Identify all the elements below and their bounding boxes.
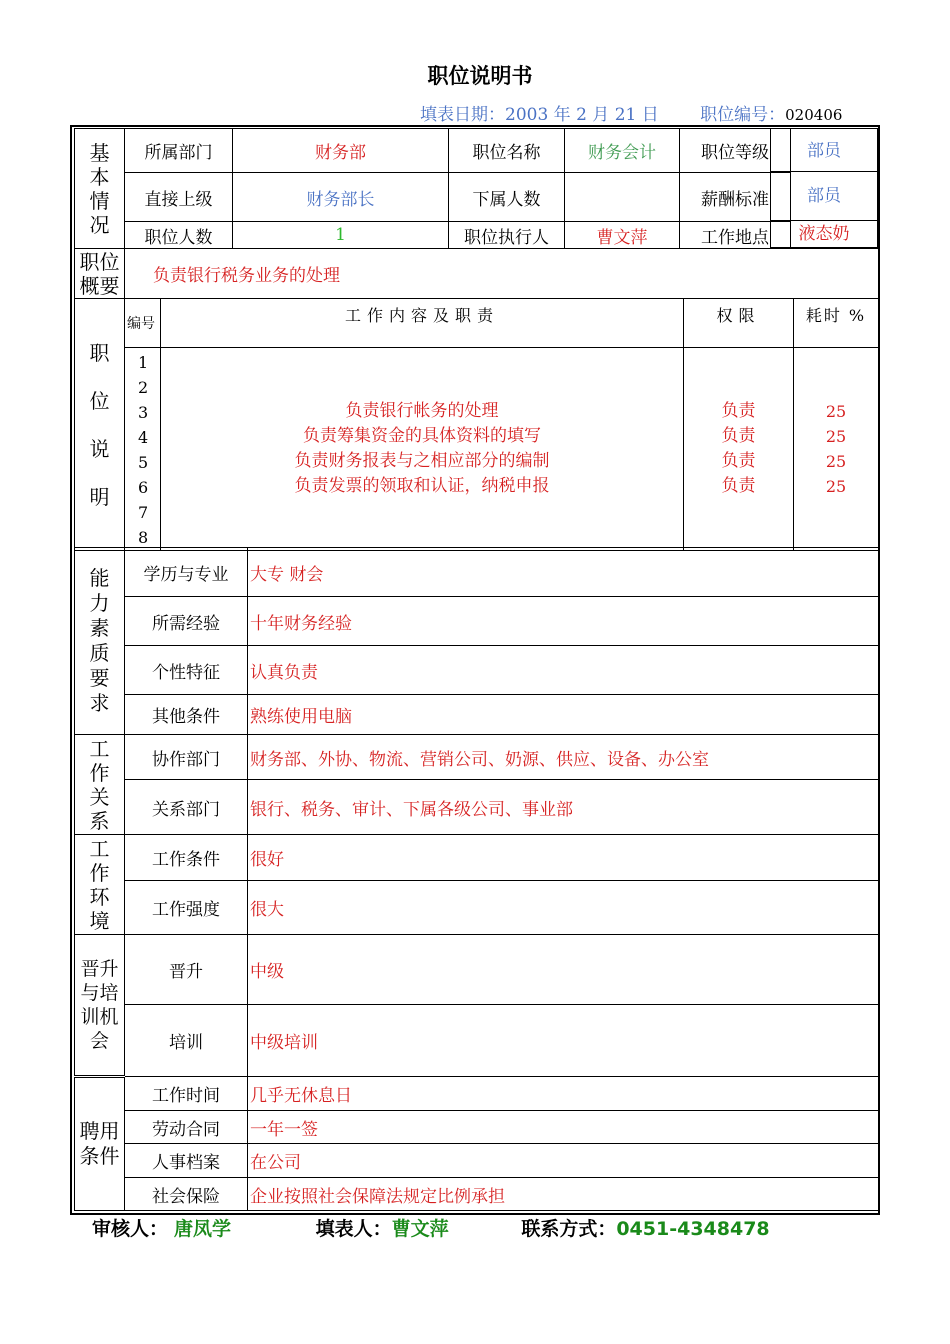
salary-value: 部员 <box>770 172 878 221</box>
lower-table <box>74 248 879 551</box>
form-meta <box>420 100 842 125</box>
filler-label: 填表人： <box>315 1218 392 1240</box>
relation-value: 银行、税务、审计、下属各级公司、事业部 <box>248 780 879 835</box>
duty-no: 4 <box>138 428 149 447</box>
executor-label: 职位执行人 <box>449 222 565 249</box>
grade-label: 职位等级 <box>680 129 791 173</box>
duty-no: 2 <box>138 378 149 397</box>
executor-value: 曹文萍 <box>565 222 680 249</box>
environment-label: 工作强度 <box>125 881 248 935</box>
section-employment: 聘用条件 <box>75 1077 125 1211</box>
duty-time: 25 <box>825 477 847 496</box>
grade-value: 部员 <box>770 128 878 172</box>
ability-label: 个性特征 <box>125 646 248 695</box>
ability-value: 熟练使用电脑 <box>248 695 879 735</box>
employment-value: 几乎无休息日 <box>248 1077 879 1111</box>
section-summary: 职位概要 <box>75 249 125 299</box>
section-duties: 职位说明 <box>75 299 125 551</box>
promotion-label: 晋升 <box>125 935 248 1005</box>
requirements-table <box>74 547 879 1211</box>
section-basic: 基本情况 <box>75 129 125 249</box>
employment-label: 工作时间 <box>125 1077 248 1111</box>
subordinates-label: 下属人数 <box>449 173 565 222</box>
ability-value: 大专 财会 <box>248 548 879 597</box>
col-authority-header: 权限 <box>684 299 794 348</box>
environment-value: 很好 <box>248 835 879 881</box>
employment-value: 企业按照社会保障法规定比例承担 <box>248 1178 879 1211</box>
duty-no: 5 <box>138 453 149 472</box>
position-name-value: 财务会计 <box>565 129 680 173</box>
employment-value: 一年一签 <box>248 1111 879 1144</box>
job-description-table <box>74 128 791 249</box>
promotion-value: 中级 <box>248 935 879 1005</box>
code-label: 职位编号： <box>700 105 786 125</box>
salary-label: 薪酬标准 <box>680 173 791 222</box>
ability-value: 认真负责 <box>248 646 879 695</box>
duty-time: 25 <box>825 427 847 446</box>
duty-authorities <box>684 348 794 551</box>
dept-label: 所属部门 <box>125 129 233 173</box>
duty-times <box>794 348 879 551</box>
duty-authority: 负责 <box>721 426 756 446</box>
duty-authority: 负责 <box>721 451 756 471</box>
duty-item: 负责发票的领取和认证，纳税申报 <box>294 476 550 496</box>
location-value: 液态奶 <box>770 221 878 248</box>
ability-label: 学历与专业 <box>125 548 248 597</box>
section-ability: 能力素质要求 <box>75 548 125 735</box>
duty-time: 25 <box>825 402 847 421</box>
superior-label: 直接上级 <box>125 173 233 222</box>
location-label: 工作地点 <box>680 222 791 249</box>
relation-label: 协作部门 <box>125 735 248 780</box>
duty-no: 1 <box>138 353 149 372</box>
superior-value: 财务部长 <box>233 173 449 222</box>
contact-label: 联系方式： <box>521 1218 617 1240</box>
ability-label: 其他条件 <box>125 695 248 735</box>
duty-item: 负责财务报表与之相应部分的编制 <box>294 451 550 471</box>
section-promotion: 晋升与培训机会 <box>75 935 125 1077</box>
col-time-header: 耗时 % <box>794 299 879 348</box>
duty-time: 25 <box>825 452 847 471</box>
duty-item: 负责筹集资金的具体资料的填写 <box>303 426 541 446</box>
duty-authority: 负责 <box>721 476 756 496</box>
section-environment: 工作环境 <box>75 835 125 935</box>
dept-value: 财务部 <box>233 129 449 173</box>
duty-numbers <box>125 348 161 551</box>
date-value: 2003 年 2 月 21 日 <box>505 105 659 125</box>
ability-value: 十年财务经验 <box>248 597 879 646</box>
relation-value: 财务部、外协、物流、营销公司、奶源、供应、设备、办公室 <box>248 735 879 780</box>
subordinates-value <box>565 173 680 222</box>
environment-label: 工作条件 <box>125 835 248 881</box>
section-relations: 工作关系 <box>75 735 125 835</box>
duty-no: 8 <box>138 528 149 547</box>
promotion-value: 中级培训 <box>248 1005 879 1077</box>
ability-label: 所需经验 <box>125 597 248 646</box>
signature-footer <box>92 1214 770 1241</box>
employment-label: 社会保险 <box>125 1178 248 1211</box>
employment-value: 在公司 <box>248 1144 879 1178</box>
filler-value: 曹文萍 <box>391 1218 449 1240</box>
summary-text: 负责银行税务业务的处理 <box>125 249 879 299</box>
duty-authority: 负责 <box>721 401 756 421</box>
promotion-label: 培训 <box>125 1005 248 1077</box>
duty-no: 7 <box>138 503 149 522</box>
employment-label: 劳动合同 <box>125 1111 248 1144</box>
duty-contents <box>161 348 684 551</box>
duty-no: 6 <box>138 478 149 497</box>
duty-item: 负责银行帐务的处理 <box>345 401 499 421</box>
col-no-header: 编号 <box>125 299 161 348</box>
date-label: 填表日期： <box>420 105 505 125</box>
duty-no: 3 <box>138 403 149 422</box>
headcount-label: 职位人数 <box>125 222 233 249</box>
environment-value: 很大 <box>248 881 879 935</box>
employment-label: 人事档案 <box>125 1144 248 1178</box>
code-value: 020406 <box>785 106 843 124</box>
col-content-header: 工作内容及职责 <box>161 299 684 348</box>
contact-value: 0451-4348478 <box>616 1218 770 1240</box>
position-name-label: 职位名称 <box>449 129 565 173</box>
headcount-value: 1 <box>233 222 449 249</box>
reviewer-label: 审核人： <box>92 1218 169 1240</box>
relation-label: 关系部门 <box>125 780 248 835</box>
page-title: 职位说明书 <box>427 64 533 88</box>
reviewer-value: 唐凤学 <box>174 1218 232 1240</box>
